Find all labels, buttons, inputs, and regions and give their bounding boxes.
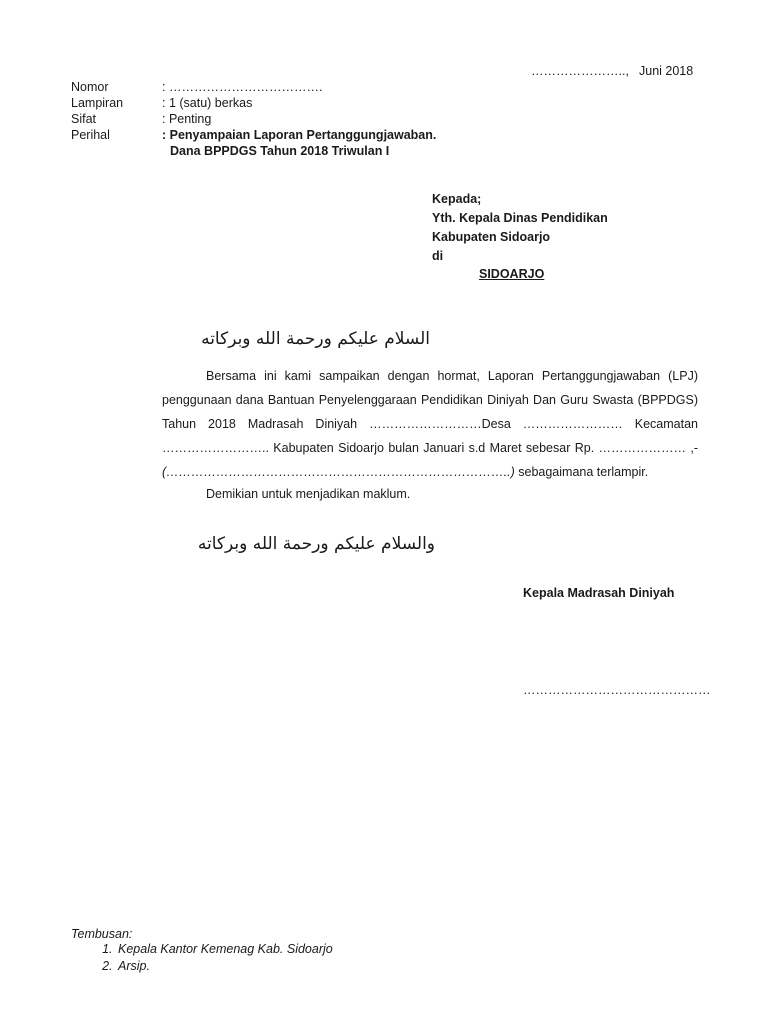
addressee-city: SIDOARJO — [479, 267, 545, 281]
greeting-opening-arabic: السلام عليكم ورحمة الله وبركاته — [201, 329, 430, 349]
cc-heading: Tembusan: — [71, 927, 133, 941]
header-value-nomor: : ………………………………. — [162, 80, 323, 94]
signature-title: Kepala Madrasah Diniyah — [523, 586, 675, 600]
cc-item: 2. Arsip. — [116, 958, 333, 975]
header-value-sifat: : Penting — [162, 112, 212, 126]
addressee-line4: di — [432, 249, 444, 263]
body-amount-words-placeholder: (………………………………………………………………………..) — [162, 465, 515, 479]
body-paragraph-2: Demikian untuk menjadikan maklum. — [206, 487, 411, 501]
greeting-closing-arabic: والسلام عليكم ورحمة الله وبركاته — [197, 534, 435, 554]
header-value-lampiran: : 1 (satu) berkas — [162, 96, 253, 110]
addressee-line3: Kabupaten Sidoarjo — [432, 230, 551, 244]
header-label-nomor: Nomor — [71, 80, 109, 94]
header-label-lampiran: Lampiran — [71, 96, 124, 110]
addressee-line2: Yth. Kepala Dinas Pendidikan — [432, 211, 608, 225]
date-place-placeholder: ………………….., — [531, 64, 629, 78]
signature-name-placeholder: ……………………………………… — [523, 683, 711, 697]
addressee-line1: Kepada; — [432, 192, 482, 206]
date-month-year: Juni 2018 — [639, 64, 694, 78]
body-paragraph-1: Bersama ini kami sampaikan dengan hormat, Laporan Pertanggungjawaban (LPJ) penggunaan dana Bantuan Penyelenggaraan Pendidikan Diniyah Dan Guru Swasta (BPPDGS) Tahun 2018 Madrasah Diniyah ………………………Desa …………………… Kecamatan …………………….. Kabupaten Sidoarjo bulan Januari s.d Maret sebesar Rp. ………………… ,- — [162, 369, 698, 455]
letter-body — [162, 364, 698, 484]
cc-item: 1. Kepala Kantor Kemenag Kab. Sidoarjo — [116, 941, 333, 958]
header-label-sifat: Sifat — [71, 112, 97, 126]
cc-list — [92, 941, 333, 975]
header-perihal-line2: Dana BPPDGS Tahun 2018 Triwulan I — [170, 144, 390, 158]
header-value-perihal: : Penyampaian Laporan Pertanggungjawaban. — [162, 128, 437, 142]
header-label-perihal: Perihal — [71, 128, 110, 142]
body-paragraph-1-end: sebagaimana terlampir. — [514, 465, 649, 479]
